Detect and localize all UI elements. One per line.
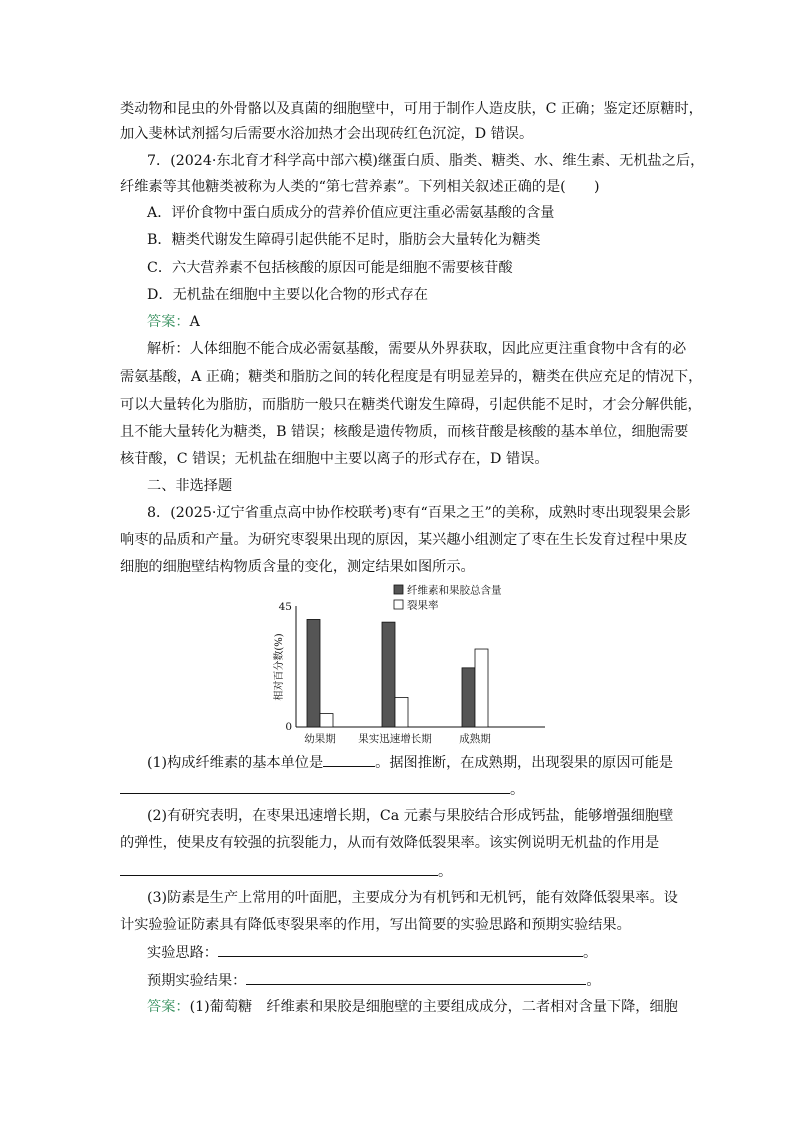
- bar-crack-rate: [395, 697, 408, 727]
- experiment-idea-line: [147, 942, 680, 963]
- option-d: D．无机盐在细胞中主要以化合物的形式存在: [147, 287, 428, 303]
- question-7-stem-cont: 纤维素等其他糖类被称为人类的“第七营养素”。下列相关叙述正确的是( ): [120, 179, 600, 195]
- subquestion-2: (2)有研究表明，在枣果迅速增长期，Ca 元素与果胶结合形成钙盐，能够增强细胞壁: [147, 808, 674, 824]
- text-line: 加入斐林试剂摇匀后需要水浴加热才会出现砖红色沉淀，D 错误。: [120, 126, 534, 142]
- x-category-label: 成熟期: [459, 733, 491, 745]
- subquestion-1-text-cont: 。据图推断，在成熟期，出现裂果的原因可能是: [375, 755, 674, 771]
- bar-cellulose-pectin: [382, 622, 395, 727]
- punctuation: 。: [510, 782, 525, 798]
- text-line: 类动物和昆虫的外骨骼以及真菌的细胞壁中，可用于制作人造皮肤，C 正确；鉴定还原糖时，: [120, 101, 703, 117]
- answer-blank[interactable]: [218, 942, 583, 957]
- explanation-line: 核苷酸，C 错误；无机盐在细胞中主要以离子的形式存在，D 错误。: [120, 451, 549, 467]
- option-b: B．糖类代谢发生障碍引起供能不足时，脂肪会大量转化为糖类: [147, 232, 541, 248]
- punctuation: 。: [438, 864, 453, 880]
- experiment-idea-label: 实验思路：: [147, 945, 218, 961]
- subquestion-1: [147, 752, 680, 773]
- explanation-line: 解析：人体细胞不能合成必需氨基酸，需要从外界获取，因此应更注重食物中含有的必: [147, 341, 687, 357]
- subquestion-3-cont: 计实验验证防素具有降低枣裂果率的作用，写出简要的实验思路和预期实验结果。: [120, 917, 631, 933]
- expected-result-label: 预期实验结果：: [147, 973, 247, 989]
- explanation-line: 且不能大量转化为糖类，B 错误；核酸是遗传物质，而核苷酸是核酸的基本单位，细胞需要: [120, 424, 689, 440]
- y-tick-label-max: 45: [278, 601, 292, 613]
- bar-cellulose-pectin: [462, 668, 475, 727]
- punctuation: 。: [586, 973, 601, 989]
- answer-7: [147, 312, 680, 332]
- chart-legend: [394, 584, 502, 612]
- answer-text: (1)葡萄糖 纤维素和果胶是细胞壁的主要组成成分，二者相对含量下降，细胞: [189, 999, 678, 1015]
- punctuation: 。: [582, 945, 598, 961]
- subquestion-1-text: (1)构成纤维素的基本单位是: [147, 755, 324, 771]
- bar-chart: [270, 583, 560, 748]
- legend-swatch-cellulose-pectin: [394, 585, 403, 594]
- answer-line: [120, 779, 680, 800]
- answer-blank[interactable]: [120, 779, 510, 794]
- expected-result-line: [147, 970, 680, 991]
- answer-label: 答案：: [147, 314, 190, 330]
- x-category-label: 果实迅速增长期: [358, 733, 432, 745]
- legend-swatch-crack-rate: [394, 600, 403, 609]
- explanation-line: 需氨基酸，A 正确；糖类和脂肪之间的转化程度是有明显差异的，糖类在供应充足的情况下，: [120, 369, 703, 385]
- question-8-stem-cont: 响枣的品质和产量。为研究枣裂果出现的原因，某兴趣小组测定了枣在生长发育过程中果皮: [120, 532, 688, 548]
- section-heading: 二、非选择题: [147, 478, 233, 494]
- subquestion-2-cont: 的弹性，使果皮有较强的抗裂能力，从而有效降低裂果率。该实例说明无机盐的作用是: [120, 835, 660, 851]
- x-category-label: 幼果期: [304, 733, 336, 745]
- answer-line: [120, 861, 680, 882]
- answer-label: 答案：: [147, 999, 190, 1015]
- question-8-stem: 8．(2025·辽宁省重点高中协作校联考)枣有“百果之王”的美称，成熟时枣出现裂果会影: [147, 505, 691, 521]
- option-a: A．评价食物中蛋白质成分的营养价值应更注重必需氨基酸的含量: [147, 205, 555, 221]
- answer-blank[interactable]: [323, 752, 375, 767]
- answer-8: [147, 997, 680, 1017]
- answer-blank[interactable]: [120, 861, 438, 876]
- legend-label-cellulose-pectin: 纤维素和果胶总含量: [407, 584, 502, 597]
- question-8-stem-cont: 细胞的细胞壁结构物质含量的变化，测定结果如图所示。: [120, 559, 475, 575]
- answer-blank[interactable]: [246, 970, 586, 985]
- y-tick-label-min: 0: [285, 721, 292, 733]
- legend-label-crack-rate: 裂果率: [407, 599, 439, 612]
- bar-cellulose-pectin: [307, 619, 320, 727]
- bar-crack-rate: [320, 714, 333, 727]
- answer-value: A: [189, 314, 200, 330]
- subquestion-3: (3)防素是生产上常用的叶面肥，主要成分为有机钙和无机钙，能有效降低裂果率。设: [147, 890, 678, 906]
- question-7-stem: 7．(2024·东北育才科学高中部六模)继蛋白质、脂类、糖类、水、维生素、无机盐之后，: [147, 153, 705, 169]
- y-axis-label: 相对百分数(%): [274, 633, 285, 701]
- bar-crack-rate: [475, 649, 488, 727]
- option-c: C．六大营养素不包括核酸的原因可能是细胞不需要核苷酸: [147, 260, 513, 276]
- explanation-line: 可以大量转化为脂肪，而脂肪一般只在糖类代谢发生障碍，引起供能不足时，才会分解供能，: [120, 397, 702, 413]
